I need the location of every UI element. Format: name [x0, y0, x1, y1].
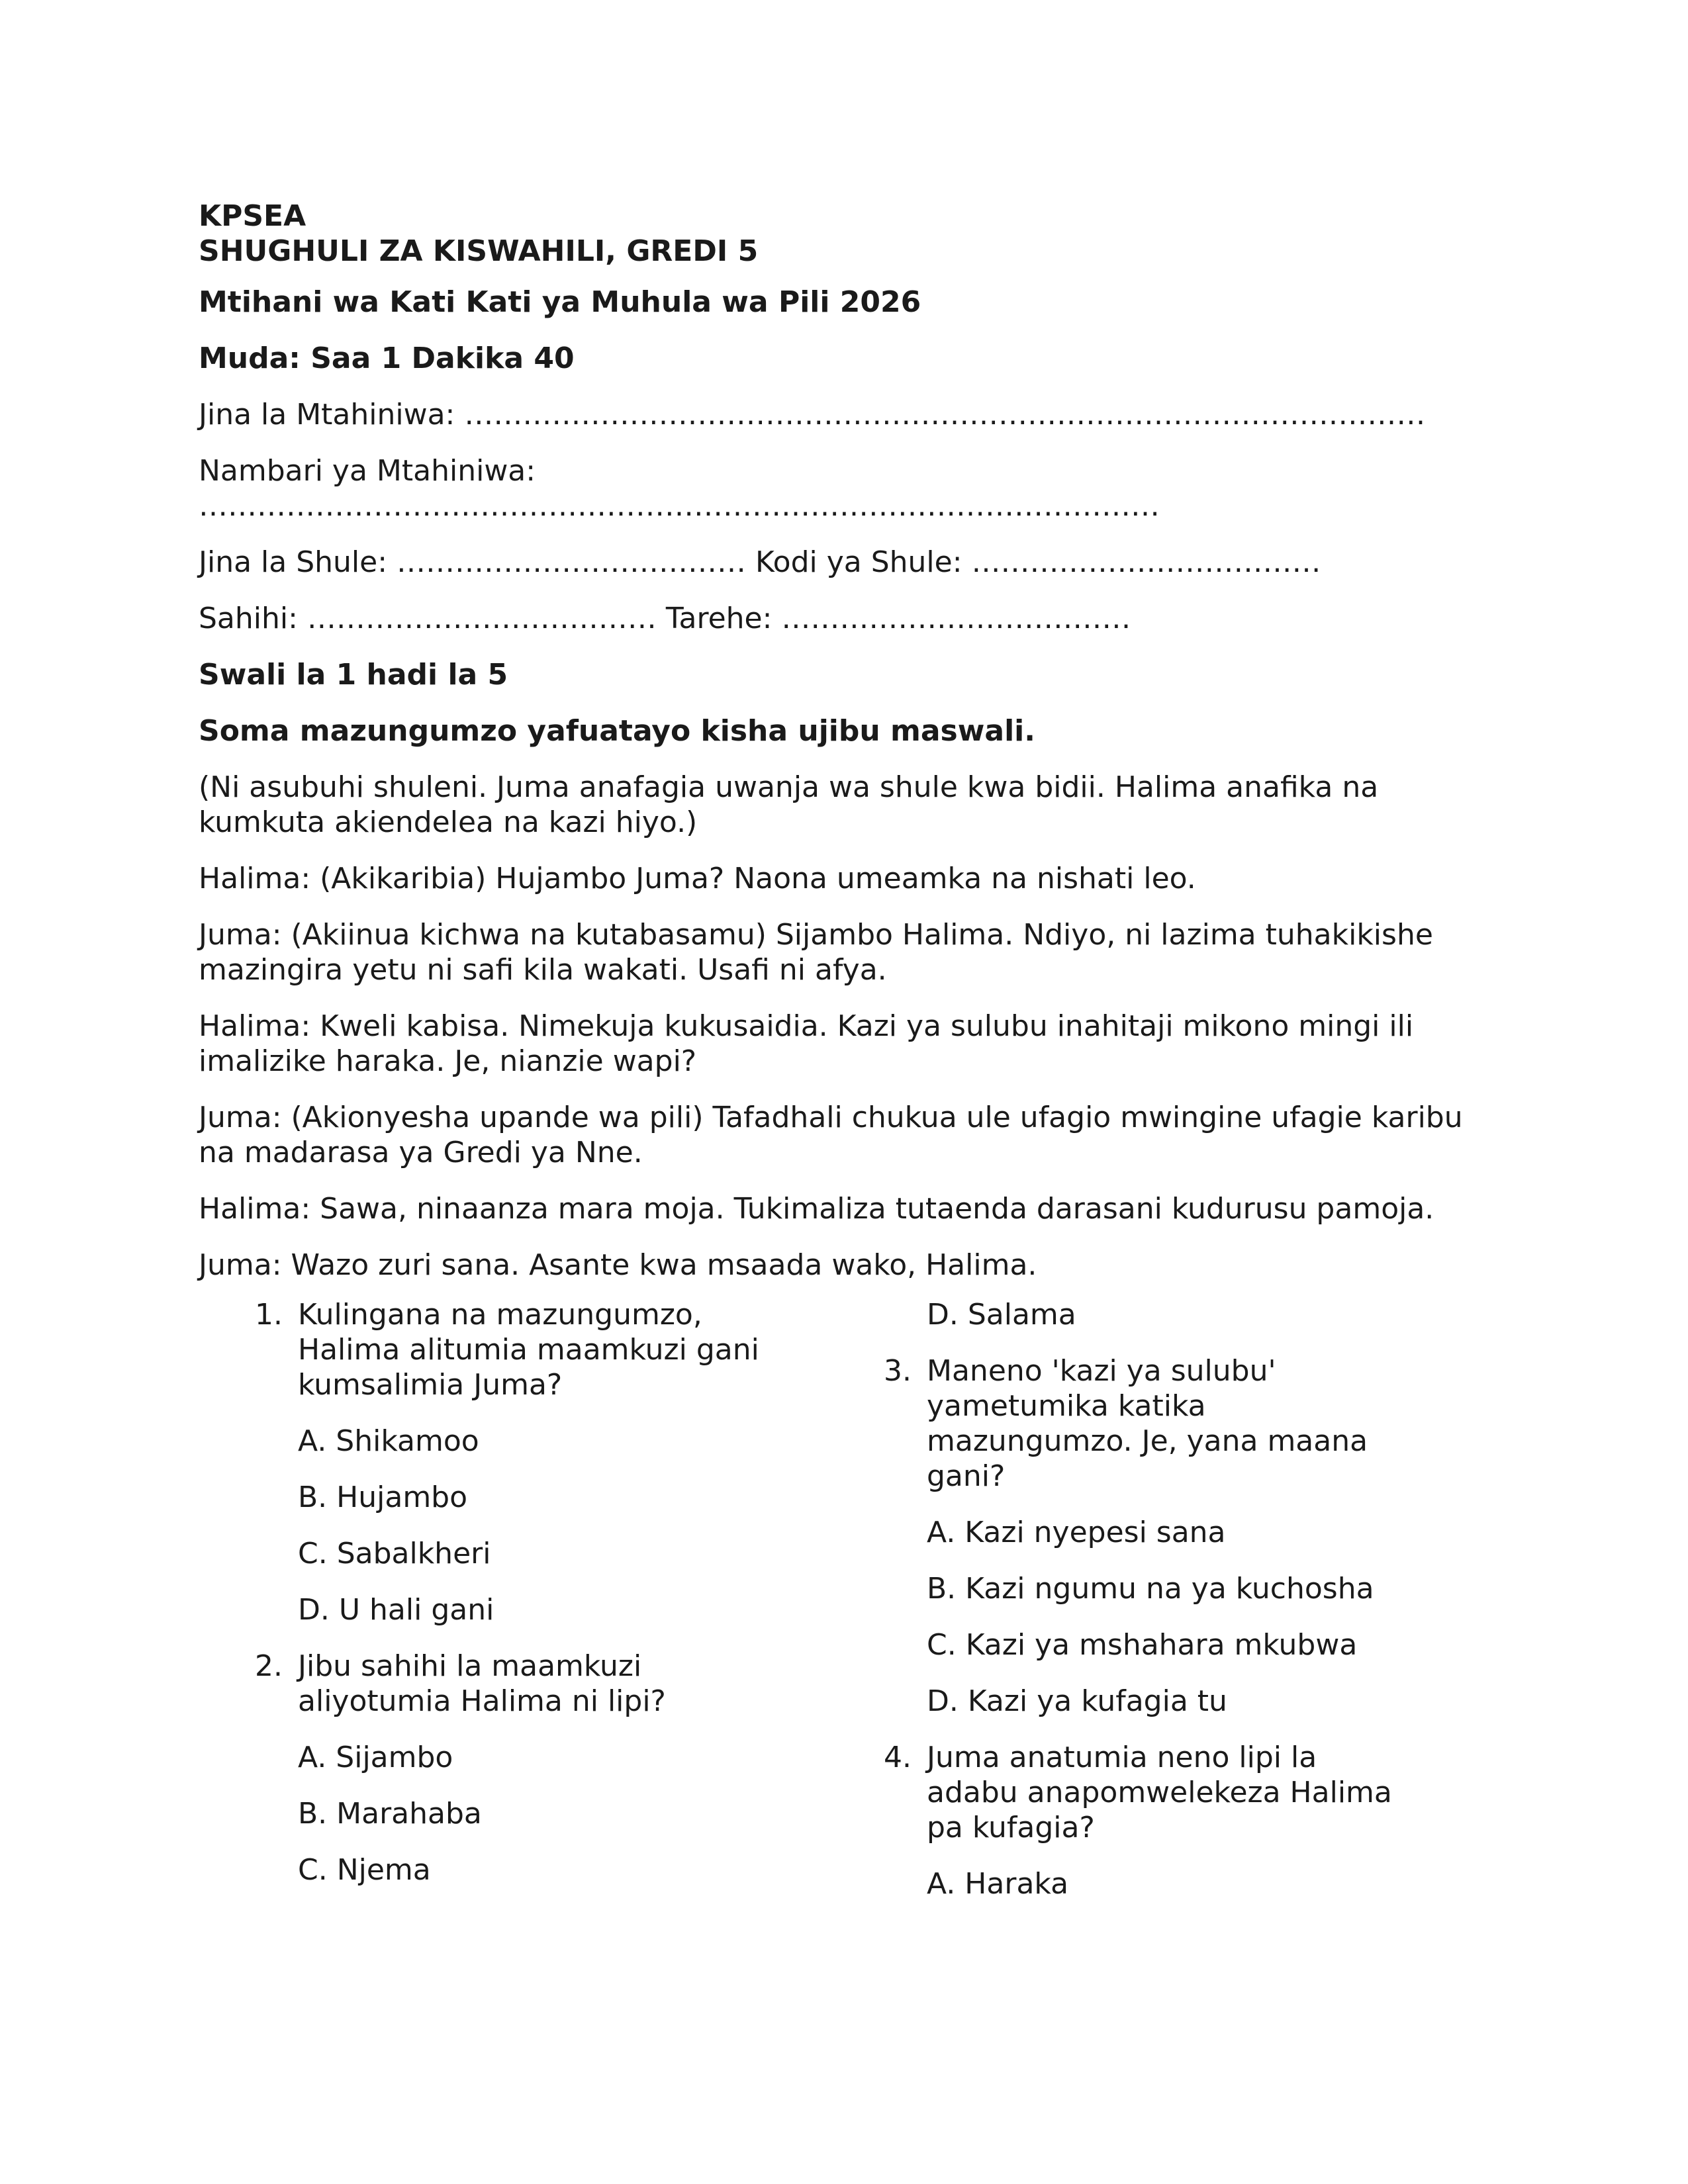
dialogue	[199, 770, 1489, 1283]
questions-column-left	[199, 1297, 844, 1923]
question-number: 3.	[884, 1354, 912, 1388]
exam-duration: Muda: Saa 1 Dakika 40	[199, 341, 575, 375]
question-number: 2.	[255, 1649, 283, 1683]
candidate-number-field	[199, 453, 1489, 523]
section-instruction: Soma mazungumzo yafuatayo kisha ujibu maswali.	[199, 714, 1035, 748]
option: B. Marahaba	[298, 1797, 482, 1831]
option: D. Kazi ya kufagia tu	[927, 1684, 1227, 1718]
question-text: Kulingana na mazungumzo, Halima alitumia maamkuzi gani kumsalimia Juma?	[298, 1298, 759, 1402]
dialogue-line: Halima: Sawa, ninaanza mara moja. Tukimaliza tutaenda darasani kudurusu pamoja.	[199, 1192, 1434, 1226]
question-text: Maneno 'kazi ya sulubu' yametumika katika mazungumzo. Je, yana maana gani?	[927, 1354, 1368, 1493]
option: C. Njema	[298, 1853, 431, 1887]
option: A. Haraka	[927, 1867, 1069, 1901]
candidate-number-dots: ………………………………………………………………………………………	[199, 489, 1160, 523]
dialogue-line: Halima: Kweli kabisa. Nimekuja kukusaidia. Kazi ya sulubu inahitaji mikono mingi ili imalizike haraka. Je, nianzie wapi?	[199, 1009, 1414, 1078]
option: B. Hujambo	[298, 1480, 468, 1514]
option: C. Kazi ya mshahara mkubwa	[927, 1628, 1358, 1662]
question-text: Jibu sahihi la maamkuzi aliyotumia Halima ni lipi?	[298, 1649, 666, 1718]
dialogue-line: Juma: (Akionyesha upande wa pili) Tafadhali chukua ule ufagio mwingine ufagie karibu na madarasa ya Gredi ya Nne.	[199, 1101, 1463, 1169]
option: D. Salama	[927, 1298, 1076, 1332]
question-3	[844, 1353, 1489, 1494]
option: A. Kazi nyepesi sana	[927, 1516, 1226, 1549]
option: A. Sijambo	[298, 1741, 453, 1774]
option: A. Shikamoo	[298, 1424, 479, 1458]
option: C. Sabalkheri	[298, 1537, 491, 1570]
candidate-number-label: Nambari ya Mtahiniwa:	[199, 454, 536, 488]
option: D. U hali gani	[298, 1593, 494, 1627]
question-2	[199, 1649, 844, 1719]
exam-page	[199, 199, 1489, 1923]
question-4	[844, 1740, 1489, 1845]
section-range: Swali la 1 hadi la 5	[199, 658, 508, 692]
exam-title: Mtihani wa Kati Kati ya Muhula wa Pili 2026	[199, 285, 921, 319]
candidate-name-field: Jina la Mtahiniwa: ………………………………………………………………………………………	[199, 398, 1426, 432]
school-field: Jina la Shule: ……………………………… Kodi ya Shule: ………………………………	[199, 545, 1321, 579]
subject-title: SHUGHULI ZA KISWAHILI, GREDI 5	[199, 234, 759, 268]
dialogue-line: Halima: (Akikaribia) Hujambo Juma? Naona umeamka na nishati leo.	[199, 862, 1196, 895]
dialogue-line: (Ni asubuhi shuleni. Juma anafagia uwanja wa shule kwa bidii. Halima anafika na kumkuta akiendelea na kazi hiyo.)	[199, 770, 1379, 839]
option: B. Kazi ngumu na ya kuchosha	[927, 1572, 1374, 1606]
question-1	[199, 1297, 844, 1402]
question-number: 1.	[255, 1298, 283, 1332]
question-text: Juma anatumia neno lipi la adabu anapomwelekeza Halima pa kufagia?	[927, 1741, 1392, 1844]
questions-columns	[199, 1297, 1489, 1923]
exam-header	[199, 199, 1489, 269]
questions-column-right	[844, 1297, 1489, 1923]
signature-date-field: Sahihi: ……………………………… Tarehe: ………………………………	[199, 602, 1131, 635]
exam-body-name: KPSEA	[199, 199, 306, 233]
dialogue-line: Juma: (Akiinua kichwa na kutabasamu) Sijambo Halima. Ndiyo, ni lazima tuhakikishe mazingira yetu ni safi kila wakati. Usafi ni afya.	[199, 918, 1433, 987]
dialogue-line: Juma: Wazo zuri sana. Asante kwa msaada wako, Halima.	[199, 1248, 1037, 1282]
question-number: 4.	[884, 1741, 912, 1774]
